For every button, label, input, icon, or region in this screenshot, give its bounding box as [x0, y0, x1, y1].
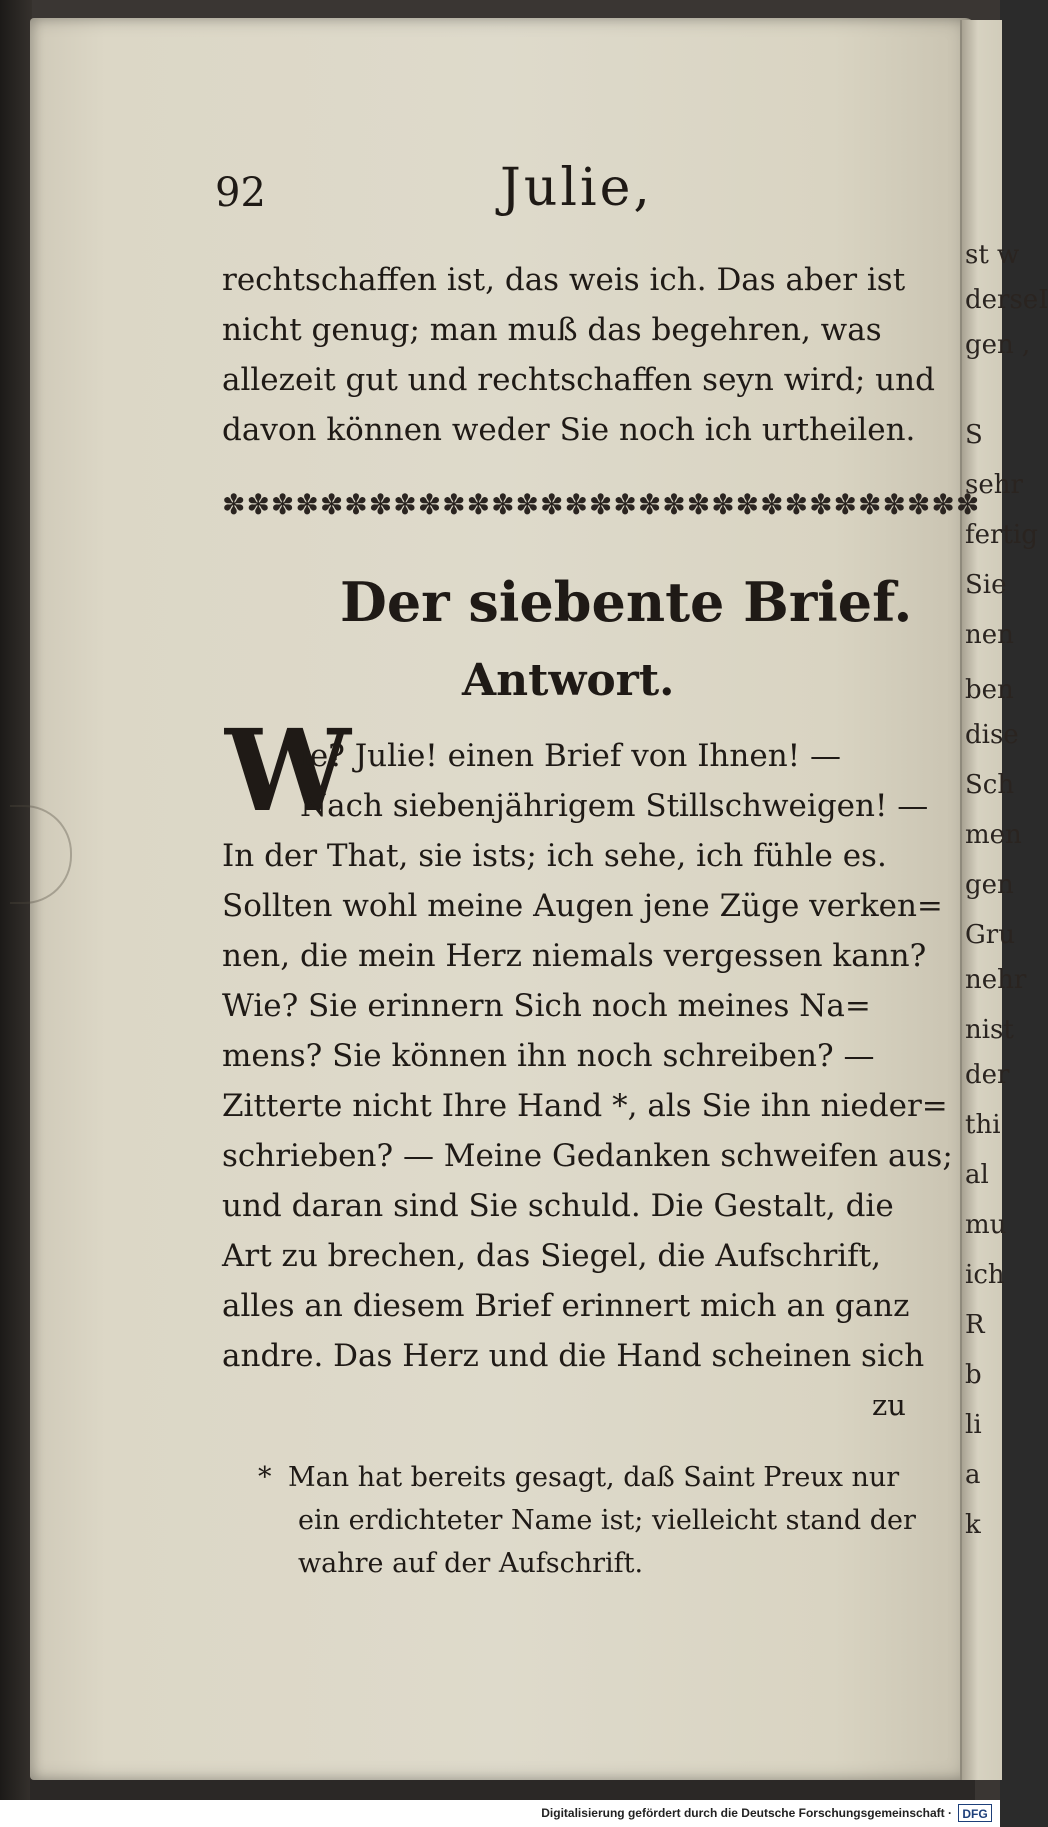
page-number: 92 — [215, 170, 266, 216]
next-page-fragment: Sie — [965, 570, 1007, 600]
text-line: In der That, sie ists; ich sehe, ich fühle es. — [222, 838, 887, 874]
next-page-fragment: ben — [965, 675, 1014, 705]
next-page-fragment: li — [965, 1410, 982, 1440]
drop-cap: W — [225, 706, 351, 837]
next-page-fragment: nehr — [965, 965, 1027, 995]
text-line: ie? Julie! einen Brief von Ihnen! — — [300, 738, 841, 774]
next-page-fragment: gen — [965, 870, 1014, 900]
text-line: rechtschaffen ist, das weis ich. Das aber ist — [222, 262, 906, 298]
text-line: andre. Das Herz und die Hand scheinen sich — [222, 1338, 925, 1374]
page-bottom-edge — [30, 1780, 975, 1800]
text-line: Art zu brechen, das Siegel, die Aufschrift, — [222, 1238, 881, 1274]
text-line: nicht genug; man muß das begehren, was — [222, 312, 882, 348]
next-page-fragment: nist — [965, 1015, 1014, 1045]
next-page-fragment: der — [965, 1060, 1010, 1090]
catchword: zu — [872, 1388, 906, 1422]
text-line: und daran sind Sie schuld. Die Gestalt, die — [222, 1188, 894, 1224]
footnote-line: Man hat bereits gesagt, daß Saint Preux nur — [288, 1462, 900, 1493]
next-page-fragment: S — [965, 420, 983, 450]
next-page-fragment: sehr — [965, 470, 1023, 500]
next-page-fragment: men — [965, 820, 1022, 850]
next-page-fragment: thi — [965, 1110, 1001, 1140]
next-page-fragment: a — [965, 1460, 981, 1490]
text-line: nen, die mein Herz niemals vergessen kann? — [222, 938, 927, 974]
text-line: Zitterte nicht Ihre Hand *, als Sie ihn nieder= — [222, 1088, 948, 1124]
next-page-fragment: fertig — [965, 520, 1038, 550]
letter-heading: Der siebente Brief. — [340, 570, 913, 634]
next-page-fragment: dise — [965, 720, 1019, 750]
dfg-logo: DFG — [958, 1804, 992, 1822]
next-page-fragment: Gru — [965, 920, 1015, 950]
footnote-line: wahre auf der Aufschrift. — [298, 1548, 644, 1579]
next-page-fragment: Sch — [965, 770, 1015, 800]
text-line: davon können weder Sie noch ich urtheilen. — [222, 412, 916, 448]
next-page-fragment: mu — [965, 1210, 1007, 1240]
text-line: mens? Sie können ihn noch schreiben? — — [222, 1038, 875, 1074]
footnote-line: ein erdichteter Name ist; vielleicht stand der — [298, 1505, 916, 1536]
running-head: Julie, — [500, 158, 653, 218]
next-page-fragment: ich — [965, 1260, 1005, 1290]
ornamental-divider: ✽✽✽✽✽✽✽✽✽✽✽✽✽✽✽✽✽✽✽✽✽✽✽✽✽✽✽✽✽✽✽ — [222, 488, 981, 521]
next-page-fragment: b — [965, 1360, 982, 1390]
text-line: allezeit gut und rechtschaffen seyn wird; und — [222, 362, 935, 398]
next-page-fragment: k — [965, 1510, 981, 1540]
next-page-fragment: st w — [965, 240, 1020, 270]
letter-subheading: Antwort. — [462, 655, 675, 706]
text-line: Nach siebenjährigem Stillschweigen! — — [300, 788, 929, 824]
next-page-fragment: R — [965, 1310, 985, 1340]
next-page-fragment: nen — [965, 620, 1014, 650]
funding-credit: Digitalisierung gefördert durch die Deutsche Forschungsgemeinschaft · — [541, 1806, 952, 1820]
text-line: schrieben? — Meine Gedanken schweifen aus; — [222, 1138, 953, 1174]
text-line: Wie? Sie erinnern Sich noch meines Na= — [222, 988, 871, 1024]
text-line: alles an diesem Brief erinnert mich an ganz — [222, 1288, 910, 1324]
footnote-marker: * — [258, 1462, 272, 1493]
text-line: Sollten wohl meine Augen jene Züge verken= — [222, 888, 943, 924]
next-page-fragment: gen , — [965, 330, 1031, 360]
next-page-fragment: al — [965, 1160, 989, 1190]
next-page-fragment: derseI — [965, 285, 1048, 315]
